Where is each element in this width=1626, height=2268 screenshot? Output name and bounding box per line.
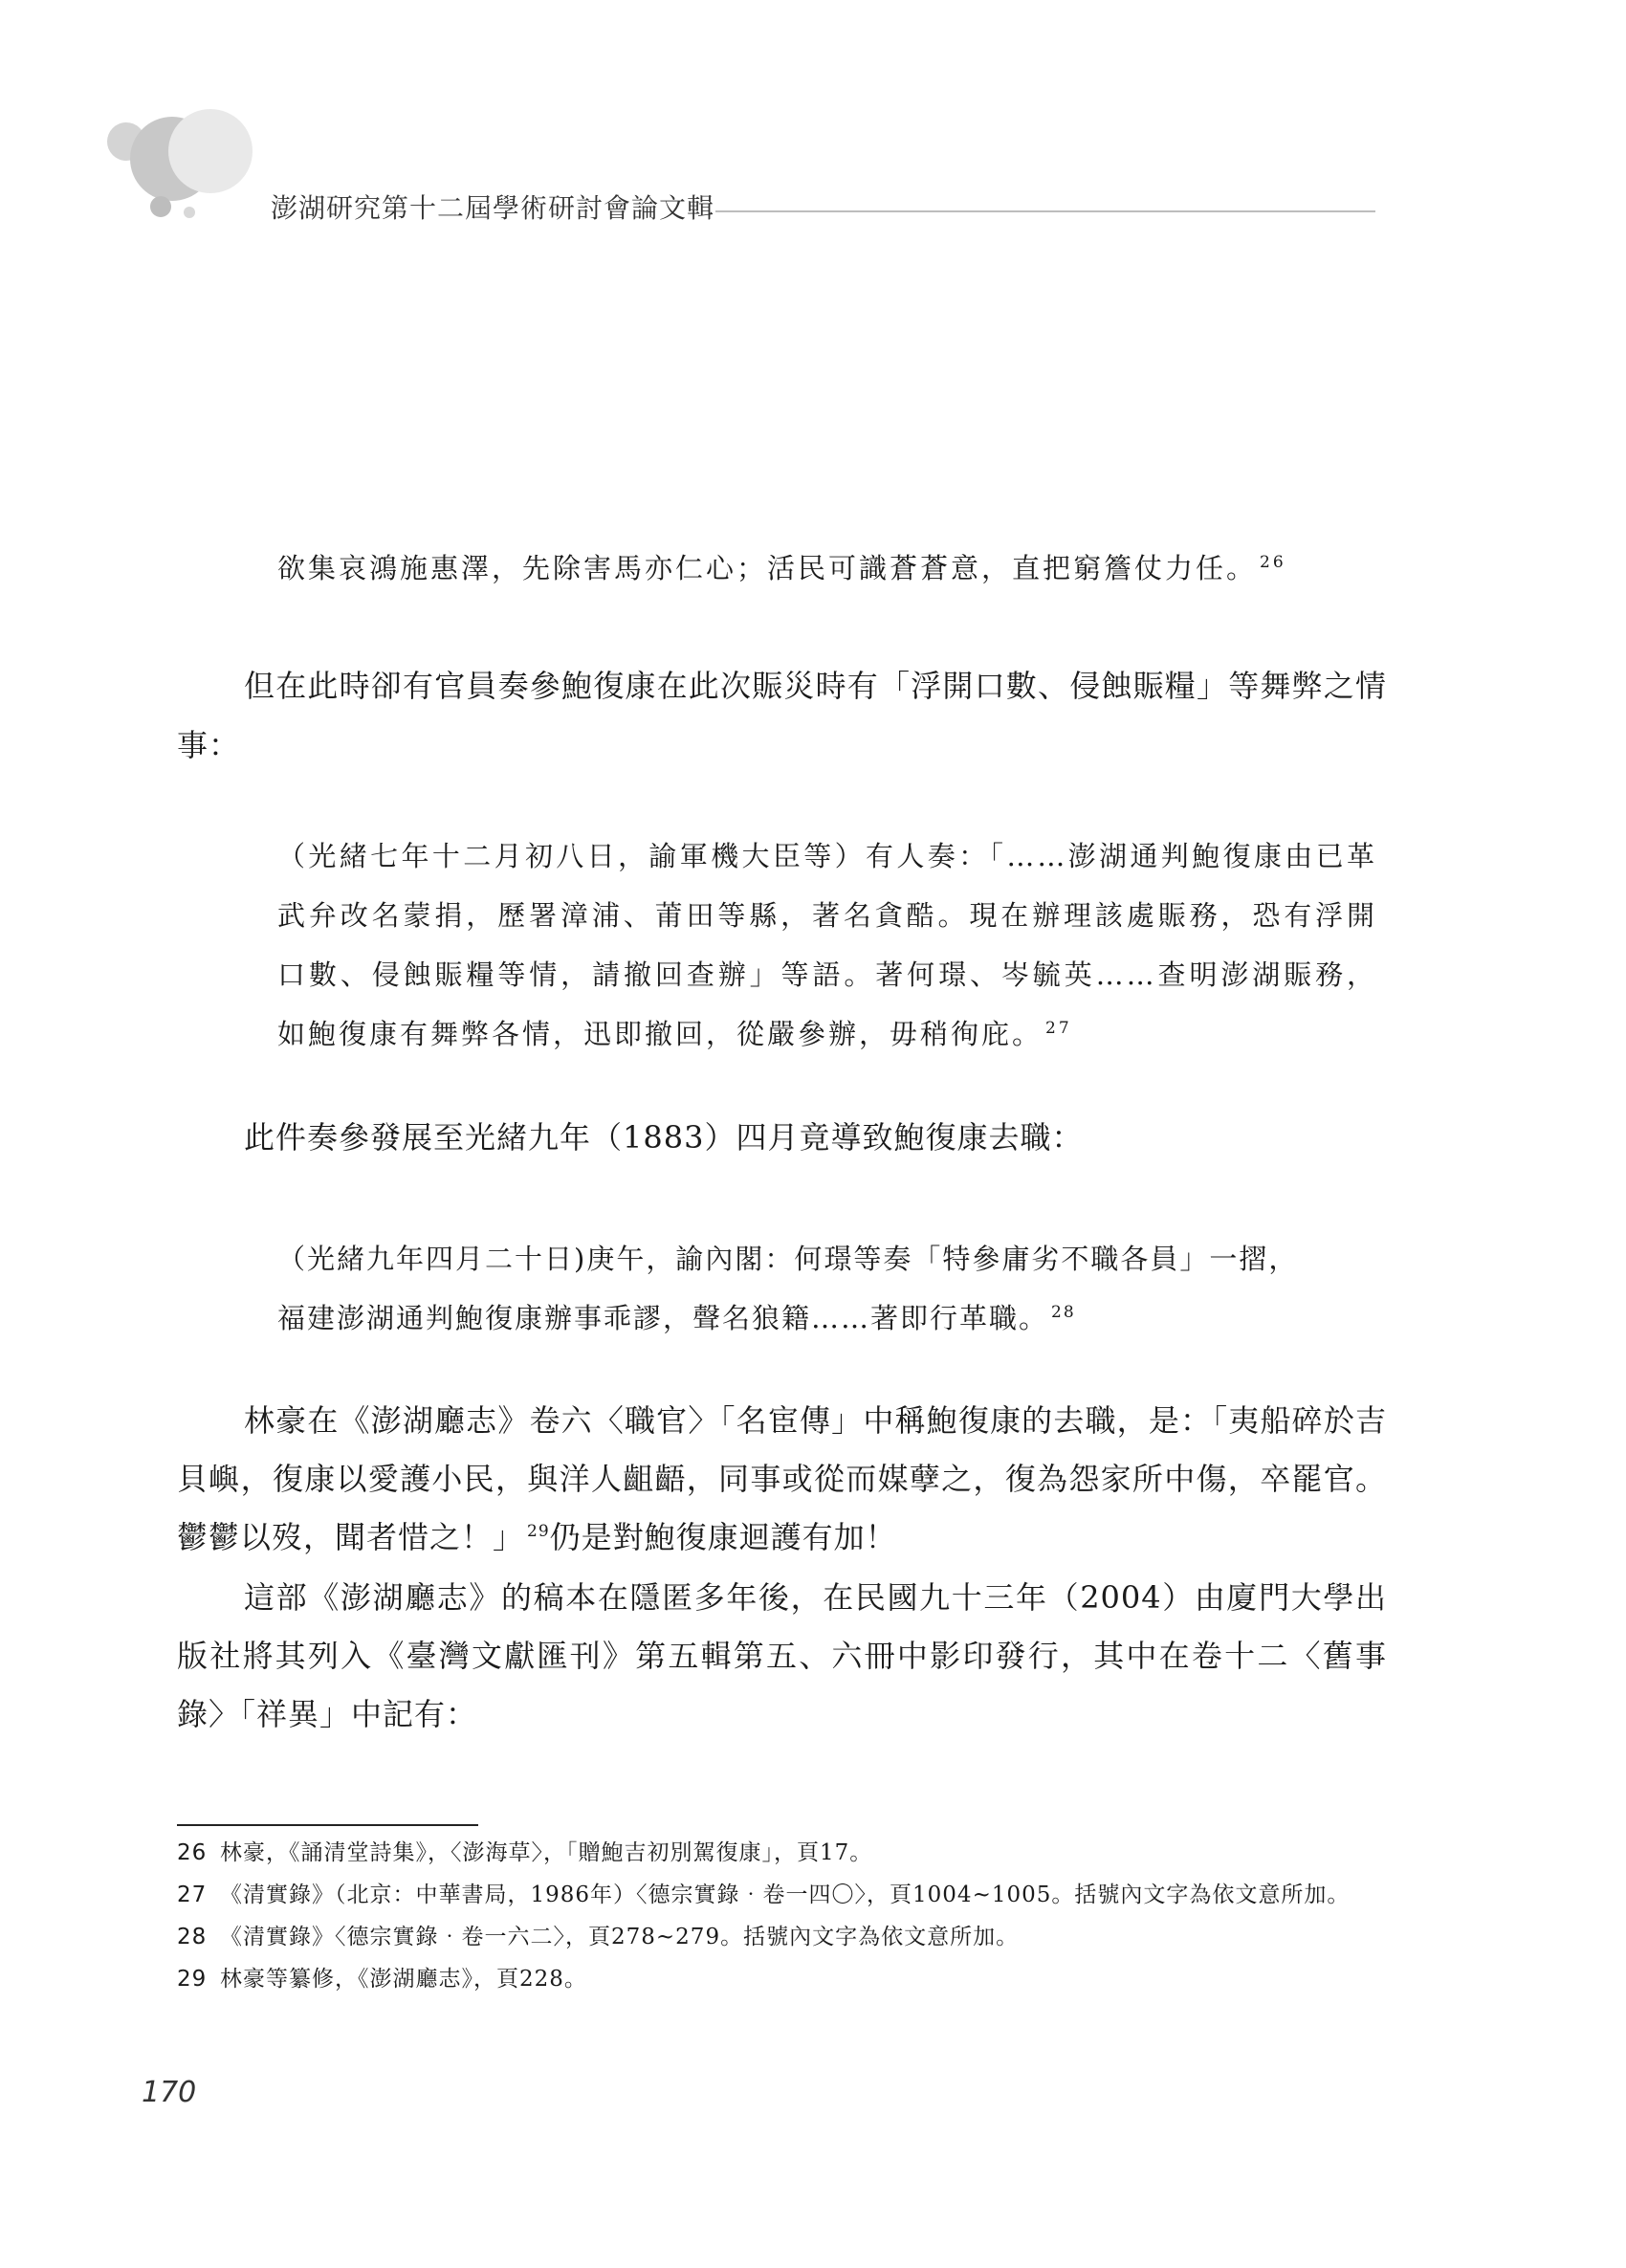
footnote-27 bbox=[177, 1879, 1382, 1911]
running-header-title: 澎湖研究第十二屆學術研討會論文輯 bbox=[271, 192, 715, 224]
paragraph-1: 但在此時卻有官員奏參鮑復康在此次賑災時有「浮開口數、侵蝕賑糧」等舞弊之情事： bbox=[177, 668, 1387, 763]
edict-quote-2-line-2-text: 福建澎湖通判鮑復康辦事乖謬，聲名狼籍……著即行革職。 bbox=[277, 1302, 1049, 1334]
paragraph-2: 此件奏參發展至光緒九年（1883）四月竟導致鮑復康去職： bbox=[244, 1119, 1084, 1156]
paragraph-3 bbox=[177, 1392, 1387, 1567]
footnote-number: 28 bbox=[177, 1925, 208, 1949]
header-rule bbox=[715, 210, 1375, 212]
footnote-29 bbox=[177, 1963, 1382, 1995]
footnote-26 bbox=[177, 1837, 1382, 1869]
paragraph-3-text: 林豪在《澎湖廳志》卷六〈職官〉「名宦傳」中稱鮑復康的去職，是：「夷船碎於吉貝嶼，復康以愛護小民，與洋人齟齬，同事或從而媒孽之，復為怨家所中傷，卒罷官。鬱鬱以歿，聞者惜之！」 bbox=[177, 1402, 1387, 1555]
footnote-text: 林豪等纂修，《澎湖廳志》，頁228。 bbox=[220, 1967, 587, 1992]
footnote-text: 《清實錄》（北京：中華書局，1986年）〈德宗實錄‧卷一四〇〉，頁1004~1005。括號內文字為依文意所加。 bbox=[220, 1883, 1351, 1907]
footnote-number: 26 bbox=[177, 1840, 208, 1865]
footnote-rule bbox=[177, 1824, 478, 1826]
footnote-number: 27 bbox=[177, 1883, 208, 1907]
footnote-ref-26[interactable]: 26 bbox=[1260, 553, 1286, 572]
paragraph-3-tail: 仍是對鮑復康迴護有加！ bbox=[549, 1519, 897, 1555]
footnote-ref-27[interactable]: 27 bbox=[1045, 1019, 1072, 1038]
edict-quote-2-line-1: （光緒九年四月二十日)庚午，諭內閣：何璟等奏「特參庸劣不職各員」一摺， bbox=[277, 1243, 1299, 1275]
footnote-text: 《清實錄》〈德宗實錄‧卷一六二〉，頁278~279。括號內文字為依文意所加。 bbox=[220, 1925, 1020, 1949]
paragraph-4: 這部《澎湖廳志》的稿本在隱匿多年後，在民國九十三年（2004）由廈門大學出版社將其列入《臺灣文獻匯刊》第五輯第五、六冊中影印發行，其中在卷十二〈舊事錄〉「祥異」中記有： bbox=[177, 1579, 1387, 1732]
edict-quote-2 bbox=[277, 1229, 1377, 1348]
footnote-number: 29 bbox=[177, 1967, 208, 1992]
page-number: 170 bbox=[142, 2076, 197, 2109]
poem-quote-text: 欲集哀鴻施惠澤，先除害馬亦仁心；活民可識蒼蒼意，直把窮簷仗力任。 bbox=[277, 552, 1258, 584]
footnote-ref-29[interactable]: 29 bbox=[527, 1522, 550, 1541]
footnote-text: 林豪，《誦清堂詩集》，〈澎海草〉，「贈鮑吉初別駕復康」，頁17。 bbox=[220, 1840, 873, 1865]
edict-quote-1 bbox=[277, 826, 1377, 1064]
poem-quote bbox=[277, 540, 1387, 596]
edict-quote-1-text: （光緒七年十二月初八日，諭軍機大臣等）有人奏：「……澎湖通判鮑復康由已革武弁改名蒙捐，歷署漳浦、莆田等縣，著名貪酷。現在辦理該處賑務，恐有浮開口數、侵蝕賑糧等情，請撤回查辦」等語。著何璟、岑毓英……查明澎湖賑務，如鮑復康有舞弊各情，迅即撤回，從嚴參辦，毋稍徇庇。 bbox=[277, 840, 1377, 1050]
footnote-ref-28[interactable]: 28 bbox=[1051, 1303, 1076, 1322]
footnote-28 bbox=[177, 1921, 1382, 1953]
edict-quote-2-line-2 bbox=[277, 1288, 1377, 1348]
footnotes bbox=[177, 1837, 1382, 2005]
speech-bubble-logo-icon bbox=[105, 105, 268, 220]
